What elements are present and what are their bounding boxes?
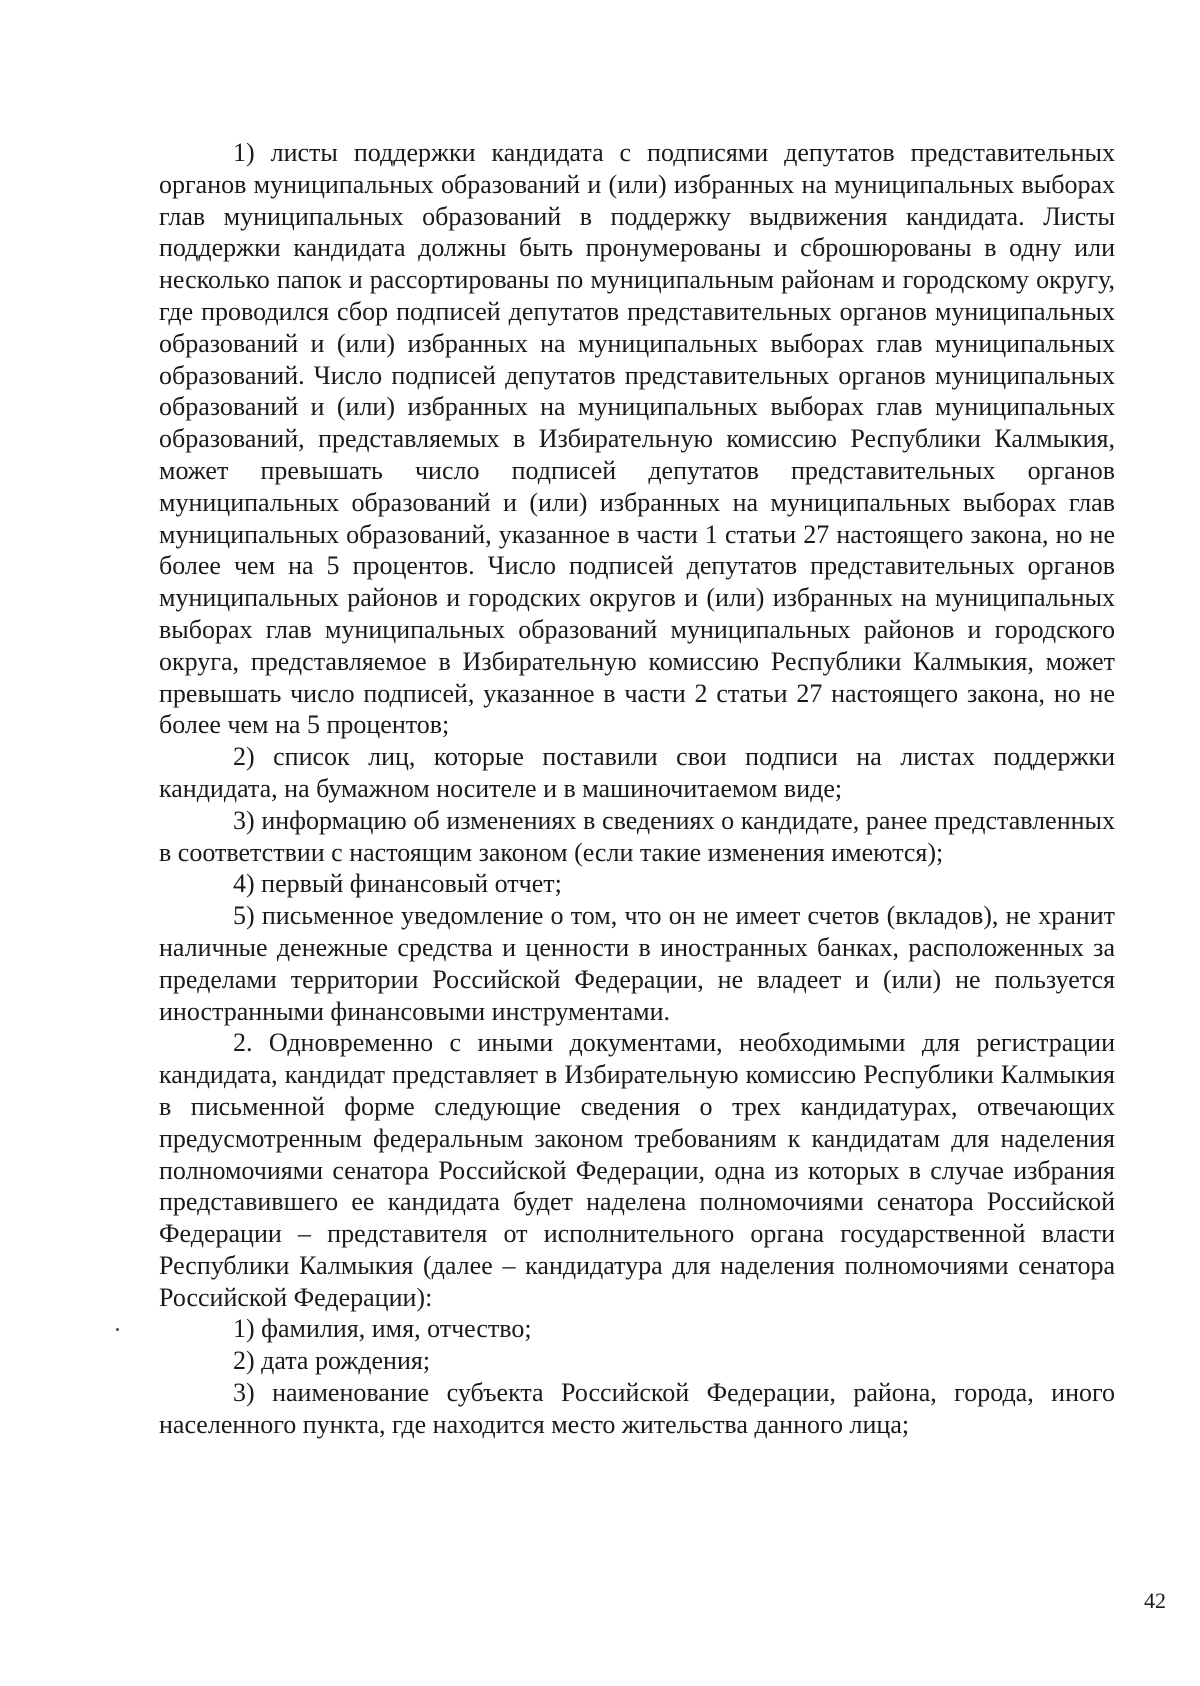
paragraph-item-2-list-of-persons: 2) список лиц, которые поставили свои подписи на листах поддержки кандидата, на бумажном носителе и в машиночитаемом виде; bbox=[159, 742, 1115, 803]
paragraph-sub-1-name: 1) фамилия, имя, отчество; bbox=[233, 1314, 532, 1344]
document-body bbox=[159, 137, 1115, 1441]
paragraph-sub-3-residence: 3) наименование субъекта Российской Федерации, района, города, иного населенного пункта, где находится место жительства данного лица; bbox=[159, 1378, 1115, 1439]
scan-speck bbox=[116, 1328, 119, 1331]
paragraph-item-3-changes-info: 3) информацию об изменениях в сведениях о кандидате, ранее представленных в соответствии с настоящим законом (если такие изменения имеются); bbox=[159, 805, 1115, 867]
paragraph-sub-2-birth-date: 2) дата рождения; bbox=[233, 1346, 431, 1376]
paragraph-section-2: 2. Одновременно с иными документами, необходимыми для регистрации кандидата, кандидат представляет в Избирательную комиссию Республики Калмыкия в письменной форме следующие сведения о трех кандидатурах, отвечающих предусмотренным федеральным законом требованиям к кандидатам для наделения полномочиями сенатора Российской Федерации, одна из которых в случае избрания представившего ее кандидата будет наделена полномочиями сенатора Российской Федерации – представителя от исполнительного органа государственной власти Республики Калмыкия (далее – кандидатура для наделения полномочиями сенатора Российской Федерации): bbox=[159, 1028, 1115, 1312]
paragraph-item-5-notification: 5) письменное уведомление о том, что он не имеет счетов (вкладов), не хранит наличные денежные средства и ценности в иностранных банках, расположенных за пределами территории Российской Федерации, не владеет и (или) не пользуется иностранными финансовыми инструментами. bbox=[159, 901, 1115, 1026]
paragraph-item-1-signature-sheets: 1) листы поддержки кандидата с подписями депутатов представительных органов муниципальных образований и (или) избранных на муниципальных выборах глав муниципальных образований в поддержку выдвижения кандидата. Листы поддержки кандидата должны быть пронумерованы и сброшюрованы в одну или несколько папок и рассортированы по муниципальным районам и городскому округу, где проводился сбор подписей депутатов представительных органов муниципальных образований и (или) избранных на муниципальных выборах глав муниципальных образований. Число подписей депутатов представительных органов муниципальных образований и (или) избранных на муниципальных выборах глав муниципальных образований, представляемых в Избирательную комиссию Республики Калмыкия, может превышать число подписей депутатов представительных органов муниципальных образований и (или) избранных на муниципальных выборах глав муниципальных образований, указанное в части 1 статьи 27 настоящего закона, но не более чем на 5 процентов. Число подписей депутатов представительных органов муниципальных районов и городских округов и (или) избранных на муниципальных выборах глав муниципальных образований муниципальных районов и городского округа, представляемое в Избирательную комиссию Республики Калмыкия, может превышать число подписей, указанное в части 2 статьи 27 настоящего закона, но не более чем на 5 процентов; bbox=[159, 138, 1115, 740]
paragraph-item-4-financial-report: 4) первый финансовый отчет; bbox=[233, 869, 562, 899]
page-number: 42 bbox=[1144, 1588, 1166, 1613]
